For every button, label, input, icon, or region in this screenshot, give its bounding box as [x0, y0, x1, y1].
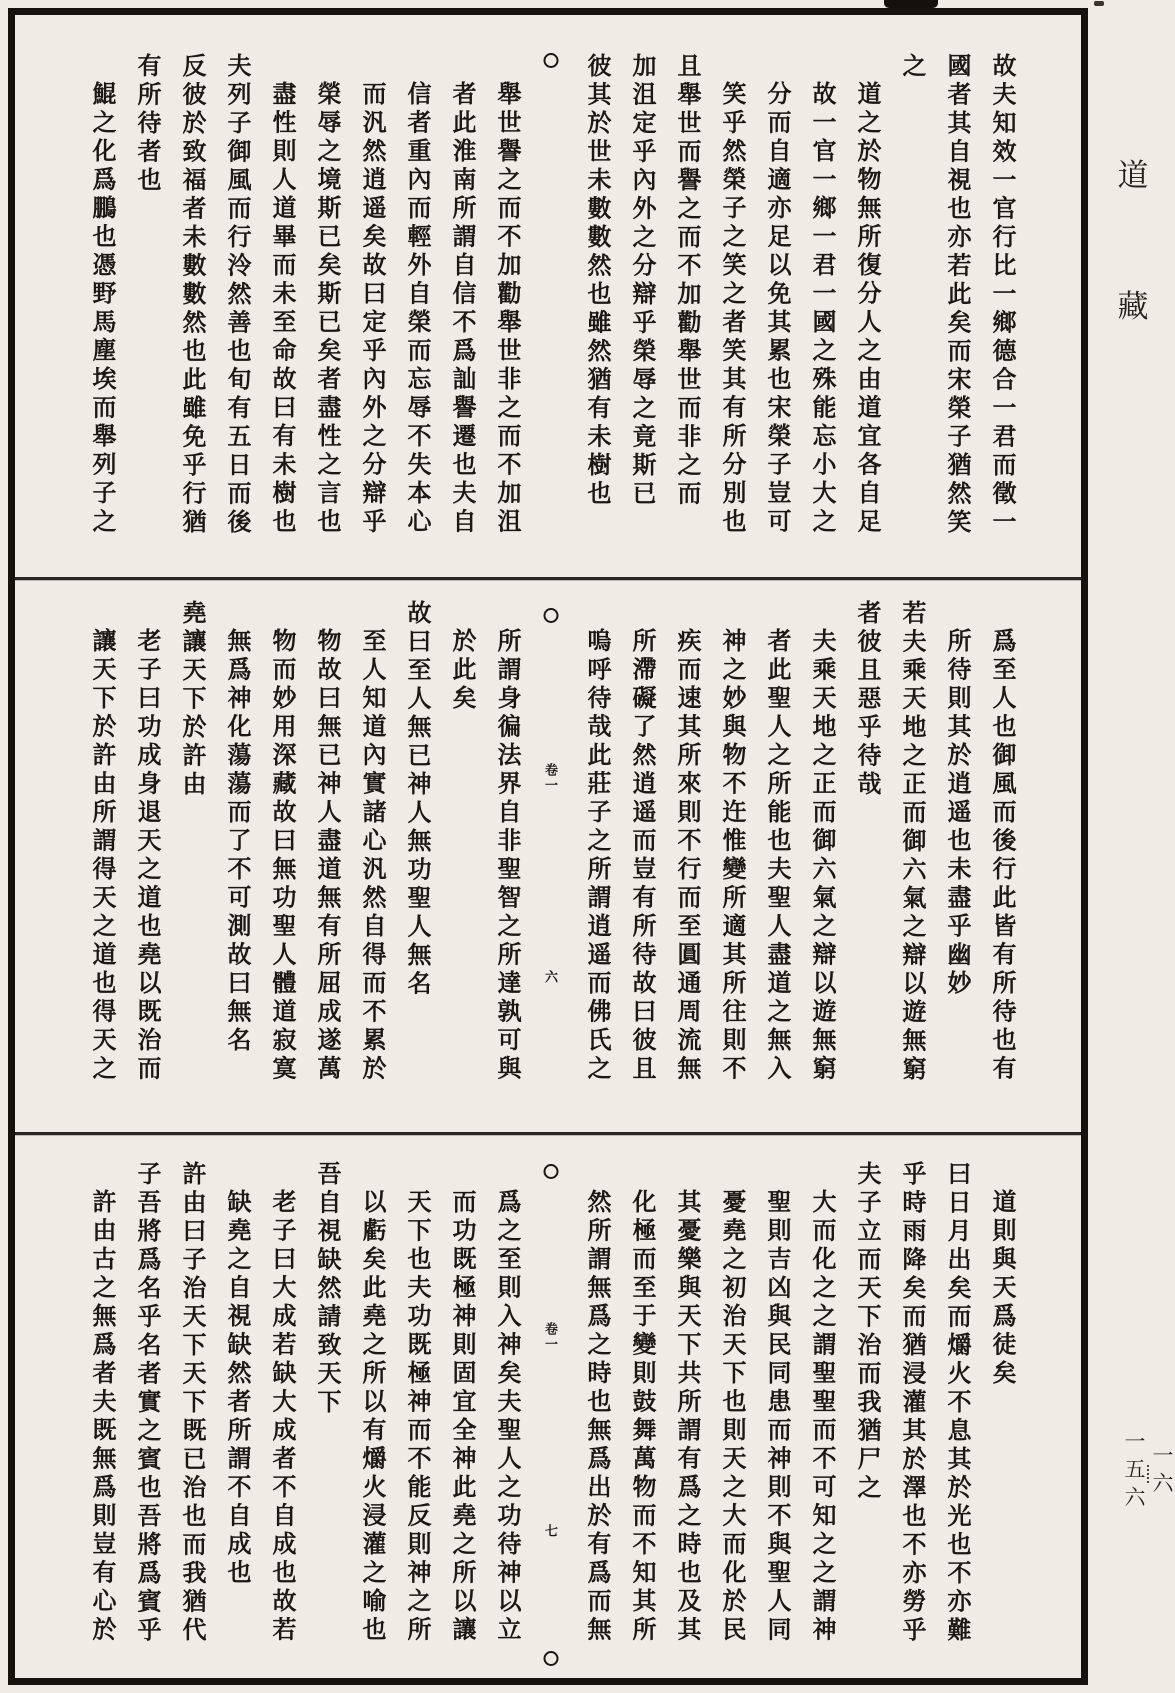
spine-fascicle-label: 卷一: [543, 763, 558, 793]
main-text-column: 曰日月出矣而爝火不息其於光也不亦難: [943, 1161, 969, 1646]
commentary-column: 分而自適亦足以免其累也宋榮子豈可: [763, 81, 789, 537]
commentary-column: 至人知道內實諸心汎然自得而不累於: [358, 628, 384, 1084]
main-text-column: 若夫乘天地之正而御六氣之辯以遊無窮: [898, 600, 924, 1085]
main-text-column: 子吾將爲名乎名者實之賓也吾將爲賓乎: [133, 1161, 159, 1646]
commentary-column: 笑乎然榮子之笑之者笑其有所分別也: [718, 81, 744, 537]
volume-page-number: [1121, 1430, 1175, 1514]
main-text-column: 國者其自視也亦若此矣而宋榮子猶然笑: [943, 53, 969, 538]
spine-circle-marker-icon: [543, 53, 558, 68]
commentary-column: 道之於物無所復分人之由道宜各自足: [853, 81, 879, 537]
commentary-column: 者此淮南所謂自信不爲訕譽遷也夫自: [448, 81, 474, 537]
canon-title-char-dao: 道: [1117, 158, 1149, 193]
commentary-column: 聖則吉凶與民同患而神則不與聖人同: [763, 1189, 789, 1645]
page-label: 一五六: [1122, 1430, 1146, 1514]
scan-speck: [1094, 1, 1104, 6]
commentary-column: 道則與天爲徒矣: [988, 1189, 1014, 1389]
commentary-column: 舉世譽之而不加勸舉世非之而不加沮: [493, 81, 519, 537]
main-text-column: 加沮定乎內外之分辯乎榮辱之竟斯已: [628, 53, 654, 509]
commentary-column: 神之妙與物不迕惟變所適其所往則不: [718, 628, 744, 1084]
commentary-column: 許由古之無爲者夫既無爲則豈有心於: [88, 1189, 114, 1645]
commentary-column: 無爲神化蕩蕩而了不可測故曰無名: [223, 628, 249, 1056]
commentary-column: 爲之至則入神矣夫聖人之功待神以立: [493, 1189, 519, 1645]
canon-title-char-zang: 藏: [1117, 289, 1149, 324]
main-text-column: 堯讓天下於許由: [178, 600, 204, 800]
commentary-column: 缺堯之自視缺然者所謂不自成也: [223, 1189, 249, 1588]
block-spine-column: [528, 600, 573, 1132]
text-section-bottom: [15, 1135, 1081, 1678]
commentary-column: 然所謂無爲之時也無爲出於有爲而無: [583, 1189, 609, 1645]
commentary-column: 老子曰功成身退天之道也堯以既治而: [133, 628, 159, 1084]
volume-label: 一六: [1150, 1444, 1174, 1500]
commentary-column: 憂堯之初治天下也則天之大而化於民: [718, 1189, 744, 1645]
block-spine-column: [528, 53, 573, 577]
commentary-column: 以虧矣此堯之所以有爝火浸灌之喻也: [358, 1189, 384, 1645]
commentary-column: 物故曰無已神人盡道無有所屈成遂萬: [313, 628, 339, 1084]
commentary-column: 大而化之之謂聖聖而不可知之之謂神: [808, 1189, 834, 1645]
commentary-column: 榮辱之境斯已矣斯已矣者盡性之言也: [313, 81, 339, 537]
main-text-column: 許由曰子治天下天下既已治也而我猶代: [178, 1161, 204, 1646]
main-text-column: 彼其於世未數數然也雖然猶有未樹也: [583, 53, 609, 509]
commentary-column: 夫乘天地之正而御六氣之辯以遊無窮: [808, 628, 834, 1084]
commentary-column: 鯤之化爲鵬也憑野馬塵埃而舉列子之: [88, 81, 114, 537]
text-section-top: [15, 15, 1081, 577]
spine-circle-marker-icon: [543, 1651, 558, 1666]
commentary-column: 而功既極神則固宜全神此堯之所以讓: [448, 1189, 474, 1645]
spine-fascicle-label: 七: [543, 1524, 558, 1539]
commentary-column: 所待則其於逍遥也未盡乎幽妙: [943, 628, 969, 999]
main-text-column: 乎時雨降矣而猶浸灌其於澤也不亦勞乎: [898, 1161, 924, 1646]
commentary-column: 而汎然逍遥矣故曰定乎內外之分辯乎: [358, 81, 384, 537]
commentary-column: 嗚呼待哉此莊子之所謂逍遥而佛氏之: [583, 628, 609, 1084]
main-text-column: 反彼於致福者未數數然也此雖免乎行猶: [178, 53, 204, 538]
spine-circle-marker-icon: [543, 608, 558, 623]
commentary-column: 者此聖人之所能也夫聖人盡道之無入: [763, 628, 789, 1084]
commentary-column: 讓天下於許由所謂得天之道也得天之: [88, 628, 114, 1084]
commentary-column: 化極而至于變則鼓舞萬物而不知其所: [628, 1189, 654, 1645]
main-text-column: 吾自視缺然請致天下: [313, 1161, 339, 1418]
commentary-column: 老子曰大成若缺大成者不自成也故若: [268, 1189, 294, 1645]
commentary-column: 疾而速其所來則不行而至圓通周流無: [673, 628, 699, 1084]
main-text-column: 夫子立而天下治而我猶尸之: [853, 1161, 879, 1503]
commentary-column: 盡性則人道畢而未至命故曰有未樹也: [268, 81, 294, 537]
page-number-separator: [1147, 1465, 1149, 1483]
block-spine-column: [528, 1161, 573, 1678]
spine-fascicle-label: 六: [543, 970, 558, 985]
page-frame: [8, 8, 1088, 1685]
commentary-column: 所滯礙了然逍遥而豈有所待故曰彼且: [628, 628, 654, 1084]
main-text-column: 者彼且惡乎待哉: [853, 600, 879, 800]
main-text-column: 故夫知效一官行比一鄉德合一君而徵一: [988, 53, 1014, 538]
commentary-column: 物而妙用深藏故曰無功聖人體道寂寞: [268, 628, 294, 1084]
commentary-column: 其憂樂與天下共所謂有爲之時也及其: [673, 1189, 699, 1645]
commentary-column: 天下也夫功既極神而不能反則神之所: [403, 1189, 429, 1645]
main-text-column: 之: [898, 53, 924, 82]
commentary-column: 所謂身徧法界自非聖智之所達孰可與: [493, 628, 519, 1084]
spine-fascicle-label: 卷一: [543, 1322, 558, 1352]
main-text-column: 夫列子御風而行泠然善也旬有五日而後: [223, 53, 249, 538]
main-text-column: 且舉世而譽之而不加勸舉世而非之而: [673, 53, 699, 509]
commentary-column: 信者重內而輕外自榮而忘辱不失本心: [403, 81, 429, 537]
scan-edge-smudge: [884, 0, 938, 8]
main-text-column: 故曰至人無已神人無功聖人無名: [403, 600, 429, 999]
commentary-column: 故一官一鄉一君一國之殊能忘小大之: [808, 81, 834, 537]
commentary-column: 爲至人也御風而後行此皆有所待也有: [988, 628, 1014, 1084]
main-text-column: 有所待者也: [133, 53, 159, 196]
text-section-middle: [15, 580, 1081, 1132]
spine-circle-marker-icon: [543, 1164, 558, 1179]
commentary-column: 於此矣: [448, 628, 474, 714]
